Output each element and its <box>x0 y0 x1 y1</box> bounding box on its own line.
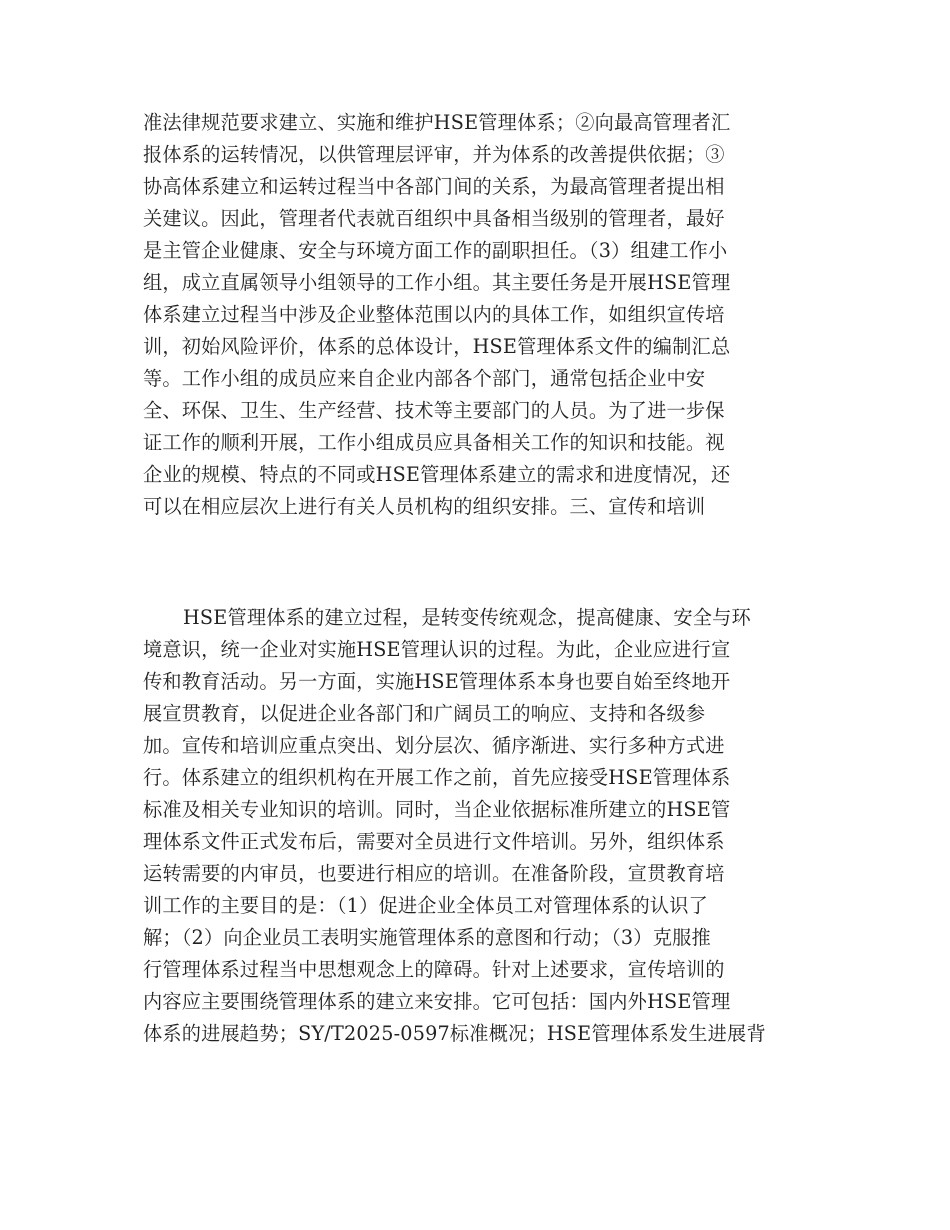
text-line: 可以在相应层次上进行有关人员机构的组织安排。三、宣传和培训 <box>143 495 706 518</box>
text-line: 标准及相关专业知识的培训。同时，当企业依据标准所建立的HSE管 <box>143 798 731 821</box>
text-line: 内容应主要围绕管理体系的建立来安排。它可包括：国内外HSE管理 <box>143 990 731 1013</box>
text-line: 解；（2）向企业员工表明实施管理体系的意图和行动；（3）克服推 <box>143 926 711 949</box>
text-line: 组，成立直属领导小组领导的工作小组。其主要任务是开展HSE管理 <box>143 271 731 294</box>
text-line: 是主管企业健康、安全与环境方面工作的副职担任。（3）组建工作小 <box>143 239 728 262</box>
text-line: 企业的规模、特点的不同或HSE管理体系建立的需求和进度情况，还 <box>143 463 731 486</box>
text-line: 训，初始风险评价，体系的总体设计，HSE管理体系文件的编制汇总 <box>143 335 731 358</box>
text-line: 证工作的顺利开展，工作小组成员应具备相关工作的知识和技能。视 <box>143 431 725 454</box>
text-line: 全、环保、卫生、生产经营、技术等主要部门的人员。为了进一步保 <box>143 399 725 422</box>
text-line: 体系建立过程当中涉及企业整体范围以内的具体工作，如组织宣传培 <box>143 303 725 326</box>
text-line: 运转需要的内审员，也要进行相应的培训。在准备阶段，宣贯教育培 <box>143 862 725 885</box>
text-line: 加。宣传和培训应重点突出、划分层次、循序渐进、实行多种方式进 <box>143 734 725 757</box>
text-line: 行。体系建立的组织机构在开展工作之前，首先应接受HSE管理体系 <box>143 766 731 789</box>
text-line: HSE管理体系的建立过程，是转变传统观念，提高健康、安全与环 <box>183 606 751 629</box>
text-line: 关建议。因此，管理者代表就百组织中具备相当级别的管理者，最好 <box>143 207 725 230</box>
text-line: 报体系的运转情况，以供管理层评审，并为体系的改善提供依据；③ <box>143 143 725 166</box>
text-line: 行管理体系过程当中思想观念上的障碍。针对上述要求，宣传培训的 <box>143 958 725 981</box>
text-line: 理体系文件正式发布后，需要对全员进行文件培训。另外，组织体系 <box>143 830 725 853</box>
text-line: 准法律规范要求建立、实施和维护HSE管理体系；②向最高管理者汇 <box>143 111 731 134</box>
text-line: 体系的进展趋势；SY/T2025-0597标准概况；HSE管理体系发生进展背 <box>143 1022 766 1045</box>
text-line: 境意识，统一企业对实施HSE管理认识的过程。为此，企业应进行宣 <box>143 638 731 661</box>
text-line: 协高体系建立和运转过程当中各部门间的关系，为最高管理者提出相 <box>143 175 725 198</box>
text-line: 传和教育活动。另一方面，实施HSE管理体系本身也要自始至终地开 <box>143 670 731 693</box>
text-line: 等。工作小组的成员应来自企业内部各个部门，通常包括企业中安 <box>143 367 706 390</box>
text-line: 训工作的主要目的是：（1）促进企业全体员工对管理体系的认识了 <box>143 894 709 917</box>
text-line: 展宣贯教育，以促进企业各部门和广阔员工的响应、支持和各级参 <box>143 702 706 725</box>
